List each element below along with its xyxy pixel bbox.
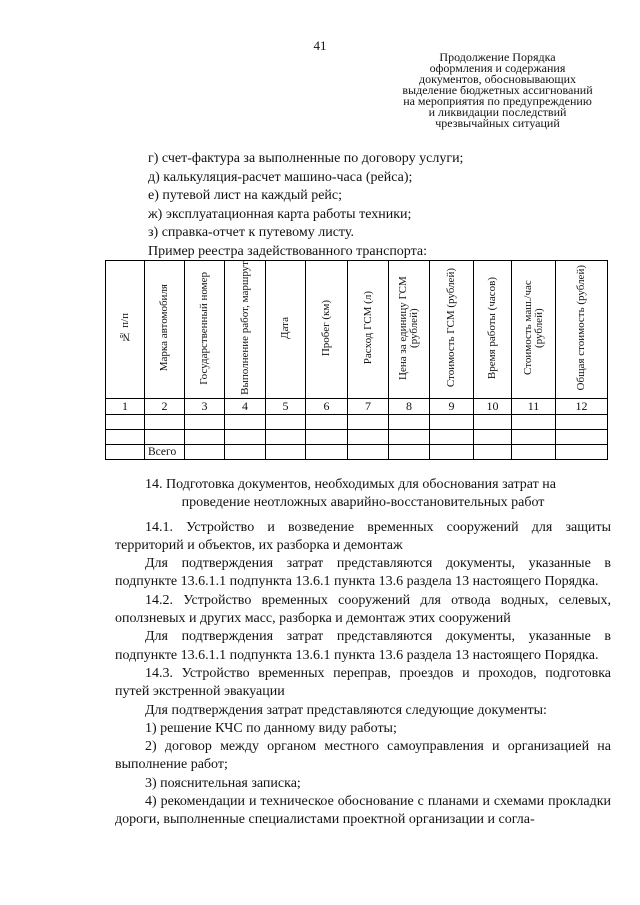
section-14 <box>115 476 611 830</box>
column-number: 3 <box>185 399 225 415</box>
column-header: Государственный номер <box>185 261 225 399</box>
total-label: Всего <box>145 445 185 460</box>
list-item: 2) договор между органом местного самоуправления и организацией на выполнение работ; <box>115 739 611 773</box>
section-title: 14. Подготовка документов, необходимых для обоснования затрат на <box>145 477 556 492</box>
paragraph-14-1: Для подтверждения затрат представляются документы, указанные в подпункте 13.6.1.1 подпункта 13.6.1 пункта 13.6 раздела 13 настоящего Порядка. <box>115 556 611 590</box>
column-header: № п/п <box>106 261 145 399</box>
transport-registry-table <box>105 260 608 460</box>
list-item: 4) рекомендации и техническое обоснование с планами и схемами прокладки дороги, выполненные специалистами проектной организации и согла- <box>115 794 611 828</box>
subsection-title-14-3: 14.3. Устройство временных переправ, проездов и проходов, подготовка путей экстренной эвакуации <box>115 665 611 700</box>
table-row <box>106 430 608 445</box>
header-note-line: чрезвычайных ситуаций <box>435 116 560 130</box>
list-item: 3) пояснительная записка; <box>145 775 301 791</box>
total-row <box>106 445 608 460</box>
column-number: 4 <box>225 399 266 415</box>
header-note-line: оформления и содержания <box>429 61 566 75</box>
column-header: Дата <box>266 261 306 399</box>
header-note-line: выделение бюджетных ассигнований <box>402 83 593 97</box>
column-header: Расход ГСМ (л) <box>348 261 389 399</box>
column-number: 6 <box>306 399 348 415</box>
column-header: Стоимость маш./час (рублей) <box>512 261 556 399</box>
header-note-line: Продолжение Порядка <box>439 50 556 64</box>
column-header: Стоимость ГСМ (рублей) <box>430 261 474 399</box>
document-list <box>148 150 463 261</box>
column-header: Общая стоимость (рублей) <box>556 261 608 399</box>
column-number: 9 <box>430 399 474 415</box>
column-header: Время работы (часов) <box>474 261 512 399</box>
column-number: 8 <box>389 399 430 415</box>
column-header: Пробег (км) <box>306 261 348 399</box>
table-header-row <box>106 261 608 399</box>
list-item: е) путевой лист на каждый рейс; <box>148 188 343 203</box>
table-row <box>106 415 608 430</box>
header-note-line: на мероприятия по предупреждению <box>403 94 592 108</box>
column-number: 5 <box>266 399 306 415</box>
column-number: 2 <box>145 399 185 415</box>
list-item: 1) решение КЧС по данному виду работы; <box>145 720 397 736</box>
paragraph-14-3-intro: Для подтверждения затрат представляются следующие документы: <box>145 702 547 718</box>
section-title-cont: проведение неотложных аварийно-восстановительных работ <box>181 495 545 511</box>
subsection-title-14-2: 14.2. Устройство временных сооружений для отвода водных, селевых, оползневых и других масс, разборка и демонтаж этих сооружений <box>115 592 611 627</box>
column-number: 12 <box>556 399 608 415</box>
list-item: ж) эксплуатационная карта работы техники; <box>148 206 412 222</box>
list-item: д) калькуляция-расчет машино-часа (рейса); <box>148 169 413 185</box>
column-header: Цена за единицу ГСМ (рублей) <box>389 261 430 399</box>
column-number: 11 <box>512 399 556 415</box>
column-header: Выполнение работ, маршрут <box>225 261 266 399</box>
header-note-line: документов, обосновывающих <box>418 72 577 86</box>
list-item: г) счет-фактура за выполненные по договору услуги; <box>148 151 464 166</box>
paragraph-14-2: Для подтверждения затрат представляются документы, указанные в подпункте 13.6.1.1 подпункта 13.6.1 пункта 13.6 раздела 13 настоящего Порядка. <box>115 629 611 663</box>
column-number: 1 <box>106 399 145 415</box>
column-number: 7 <box>348 399 389 415</box>
table-caption: Пример реестра задействованного транспорта: <box>148 243 428 259</box>
page-number: 41 <box>313 38 327 53</box>
column-number: 10 <box>474 399 512 415</box>
column-header: Марка автомобиля <box>145 261 185 399</box>
list-item: з) справка-отчет к путевому листу. <box>148 225 354 240</box>
header-note <box>375 52 620 129</box>
header-note-line: и ликвидации последствий <box>428 105 567 119</box>
column-number-row <box>106 399 608 415</box>
subsection-title-14-1: 14.1. Устройство и возведение временных сооружений для защиты территорий и объектов, их разборка и демонтаж <box>115 519 611 553</box>
